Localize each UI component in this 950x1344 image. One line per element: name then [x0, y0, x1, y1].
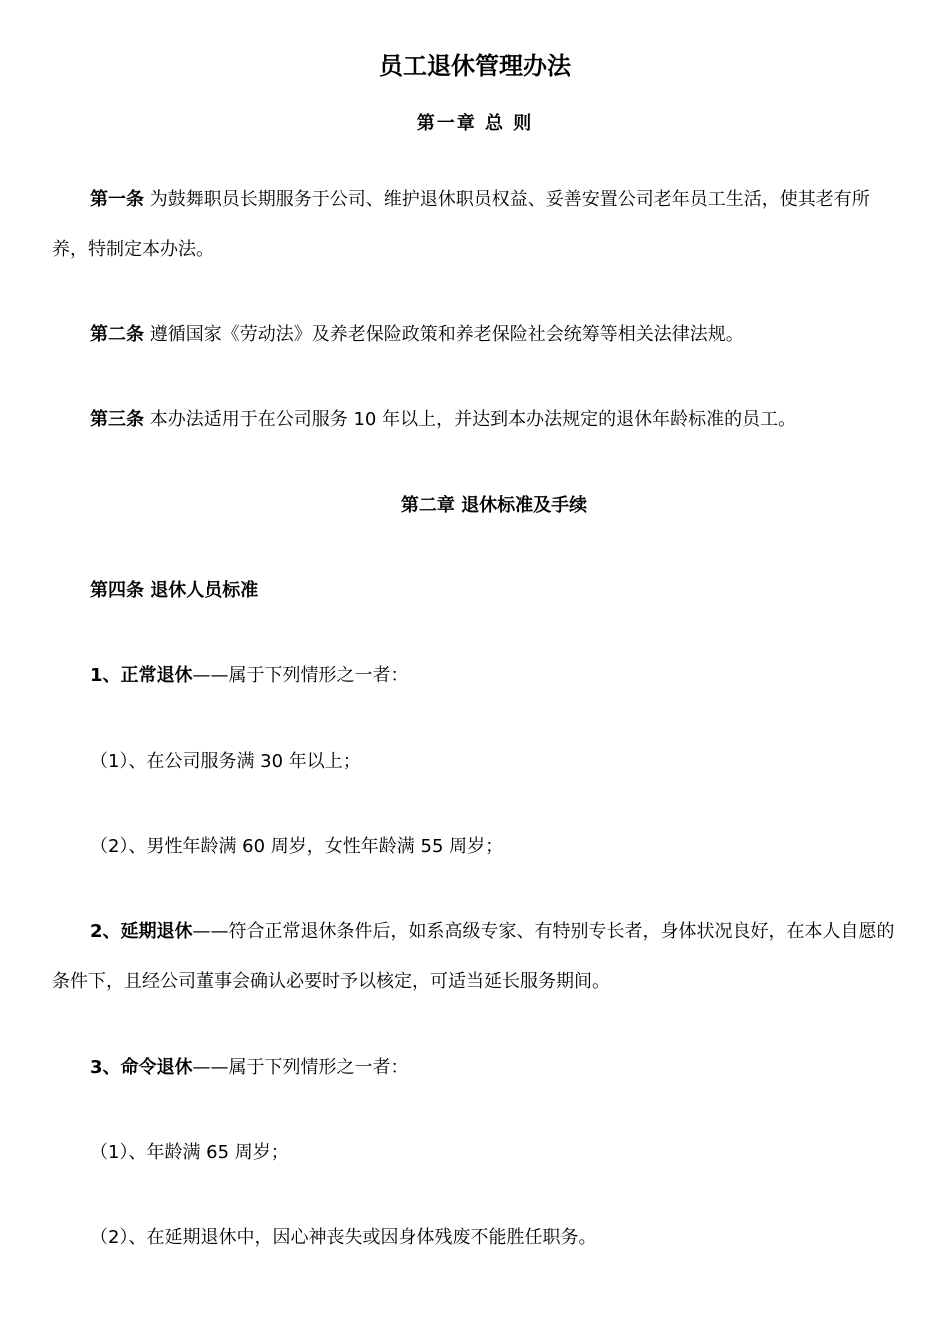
extended-retirement-text: ——符合正常退休条件后，如系高级专家、有特别专长者，身体状况良好，在本人自愿的条件下，且经公司董事会确认必要时予以核定，可适当延长服务期间。: [52, 921, 895, 992]
document-title: 员工退休管理办法: [379, 52, 571, 80]
ordered-retirement-item-2: （2）、在延期退休中，因心神丧失或因身体残废不能胜任职务。: [90, 1227, 597, 1248]
normal-retirement-item-2: （2）、男性年龄满 60 周岁，女性年龄满 55 周岁；: [90, 836, 504, 857]
article-2: [52, 310, 902, 360]
ordered-retirement-label: 3、命令退休: [90, 1057, 193, 1078]
article-1-text: 为鼓舞职员长期服务于公司、维护退休职员权益、妥善安置公司老年员工生活，使其老有所养，特制定本办法。: [52, 189, 870, 260]
article-4-label: 第四条 退休人员标准: [90, 580, 259, 601]
article-2-text: 遵循国家《劳动法》及养老保险政策和养老保险社会统筹等相关法律法规。: [144, 324, 744, 345]
article-3-text: 本办法适用于在公司服务 10 年以上，并达到本办法规定的退休年龄标准的员工。: [144, 409, 797, 430]
article-1: [52, 175, 902, 275]
article-3: [52, 395, 902, 445]
ordered-retirement-text: ——属于下列情形之一者：: [192, 1057, 409, 1078]
article-4: [52, 566, 902, 616]
normal-retirement: [52, 651, 902, 701]
extended-retirement-label: 2、延期退休: [90, 921, 193, 942]
extended-retirement: [52, 907, 902, 1007]
ordered-retirement-item-1: （1）、年龄满 65 周岁；: [90, 1142, 289, 1163]
article-2-label: 第二条: [90, 324, 144, 345]
normal-retirement-text: ——属于下列情形之一者：: [192, 665, 409, 686]
normal-retirement-item-1: （1）、在公司服务满 30 年以上；: [90, 751, 361, 772]
normal-retirement-label: 1、正常退休: [90, 665, 193, 686]
chapter-2-heading: 第二章 退休标准及手续: [400, 495, 588, 516]
ordered-retirement: [52, 1043, 902, 1093]
article-3-label: 第三条: [90, 409, 144, 430]
article-1-label: 第一条: [90, 189, 144, 210]
chapter-1-heading: 第一章 总 则: [416, 113, 534, 134]
